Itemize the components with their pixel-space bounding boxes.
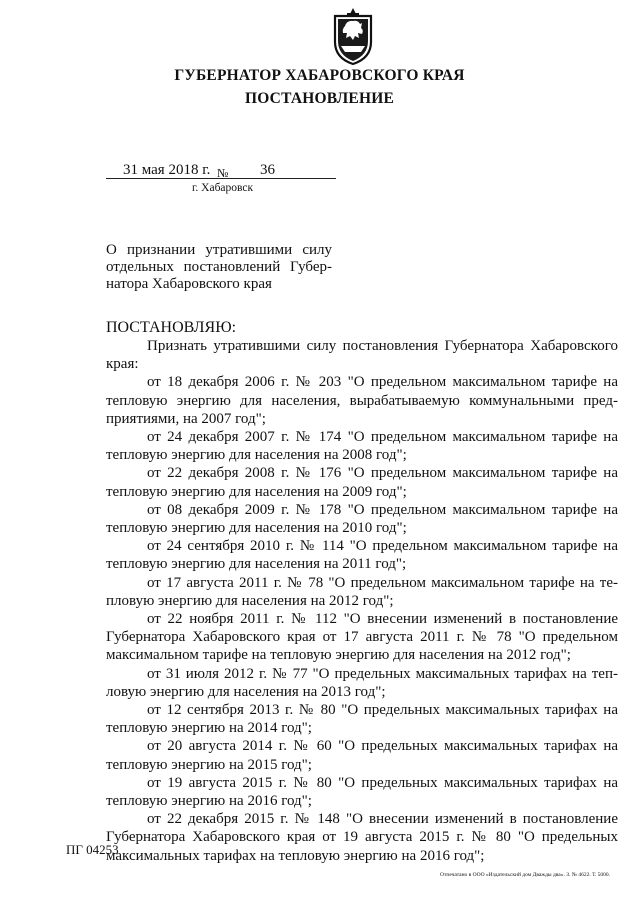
body-line: от 22 декабря 2008 г. № 176 "О предельном максимальном тарифе на (147, 465, 618, 482)
document-date: 31 мая 2018 г. (123, 162, 211, 178)
body-line: тепловую энергию на 2016 год"; (106, 793, 312, 810)
document-body (106, 337, 618, 865)
subject-line: отдельных постановлений Губер- (106, 259, 332, 275)
body-line: от 19 августа 2015 г. № 80 "О предельных максимальных тарифах на (147, 774, 618, 791)
body-line: тепловую энергию для населения, вырабатываемую коммунальными пред- (106, 392, 618, 409)
body-line: ловую энергию для населения на 2013 год"; (106, 683, 386, 700)
body-line: от 12 сентября 2013 г. № 80 "О предельных максимальных тарифах на (147, 702, 618, 719)
subject-line: О признании утратившими силу (106, 242, 332, 258)
body-line: тепловую энергию для населения на 2009 год"; (106, 483, 407, 500)
document-number: 36 (260, 162, 275, 178)
body-line: тепловую энергию на 2014 год"; (106, 720, 312, 737)
body-line: Признать утратившими силу постановления Губернатора Хабаровского (147, 338, 618, 354)
coat-of-arms-emblem (331, 6, 375, 66)
document-type: ПОСТАНОВЛЕНИЕ (244, 90, 395, 107)
body-line: от 31 июля 2012 г. № 77 "О предельных максимальных тарифах на теп- (147, 665, 618, 682)
number-sign: № (217, 166, 229, 180)
body-line: тепловую энергию для населения на 2008 год"; (106, 447, 407, 464)
document-city: г. Хабаровск (192, 182, 254, 194)
body-line: тепловую энергию на 2015 год"; (106, 756, 312, 773)
body-line: пловую энергию для населения на 2012 год"; (106, 592, 394, 609)
document-code: ПГ 04253 (66, 842, 119, 857)
body-line: от 22 ноября 2011 г. № 112 "О внесении изменений в постановление (147, 611, 618, 628)
body-line: от 24 сентября 2010 г. № 114 "О предельном максимальном тарифе на (147, 538, 618, 555)
body-line: от 20 августа 2014 г. № 60 "О предельных максимальных тарифах на (147, 738, 618, 755)
body-line: максимальном тарифе на тепловую энергию для населения на 2012 год"; (106, 647, 571, 664)
body-line: приятиями, на 2007 год"; (106, 410, 266, 427)
body-line: от 17 августа 2011 г. № 78 "О предельном максимальном тарифе на те- (147, 574, 618, 591)
body-line: от 08 декабря 2009 г. № 178 "О предельном максимальном тарифе на (147, 501, 618, 518)
body-line: максимальных тарифах на тепловую энергию на 2016 год"; (106, 847, 485, 864)
document-authority: ГУБЕРНАТОР ХАБАРОВСКОГО КРАЯ (174, 67, 465, 84)
subject-line: натора Хабаровского края (106, 276, 272, 292)
date-underline (106, 178, 336, 179)
body-line: от 24 декабря 2007 г. № 174 "О предельном максимальном тарифе на (147, 429, 618, 446)
body-line: края: (106, 356, 139, 373)
body-line: от 22 декабря 2015 г. № 148 "О внесении изменений в постановление (147, 811, 618, 828)
body-line: тепловую энергию для населения на 2011 год"; (106, 556, 407, 573)
body-line: от 18 декабря 2006 г. № 203 "О предельном максимальном тарифе на (147, 374, 618, 391)
document-subject (106, 242, 332, 293)
body-line: Губернатора Хабаровского края от 19 августа 2015 г. № 80 "О предельных (106, 829, 618, 846)
printer-note: Отпечатано в ООО «Издательский дом Дважды два». З. № 4622. Т. 5000. (440, 872, 611, 878)
body-line: Губернатора Хабаровского края от 17 августа 2011 г. № 78 "О предельном (106, 629, 618, 646)
decree-word: ПОСТАНОВЛЯЮ: (106, 319, 237, 336)
body-line: тепловую энергию для населения на 2010 год"; (106, 520, 407, 537)
